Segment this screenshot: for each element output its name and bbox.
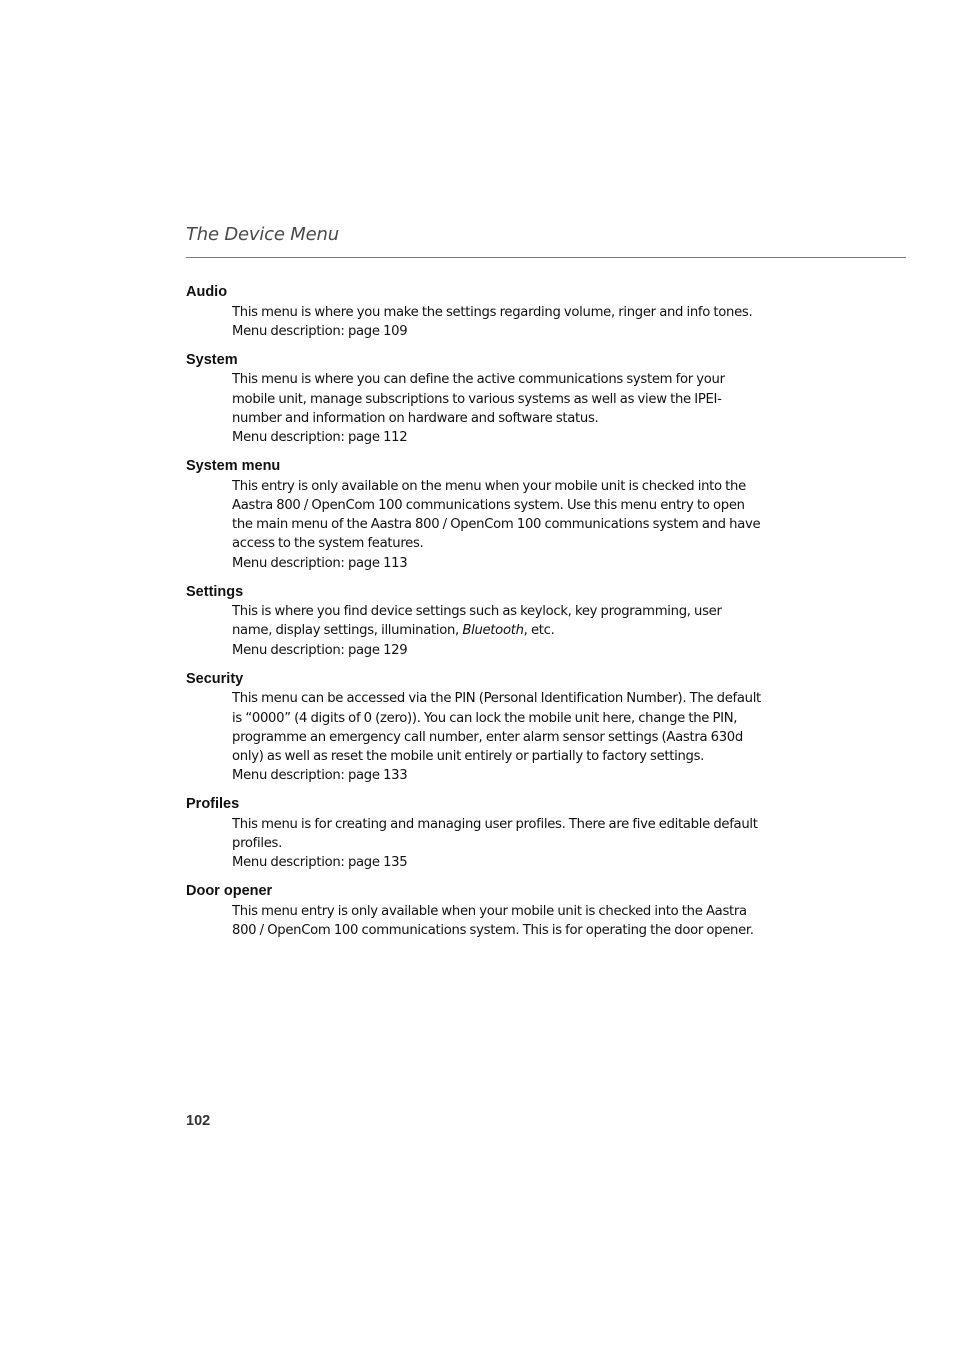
entry-heading: System menu: [186, 458, 281, 475]
entry-heading: Door opener: [186, 883, 273, 900]
menu-entries: [186, 283, 766, 950]
page-title: The Device Menu: [186, 224, 339, 245]
entry-body: [232, 815, 762, 873]
entry-security: [186, 670, 766, 786]
entry-description-text: This is where you find device settings such as keylock, key programming, user name, display settings, illumination,: [232, 604, 722, 639]
page-number: 102: [186, 1113, 211, 1129]
entry-body: [232, 689, 762, 785]
entry-heading: Audio: [186, 284, 228, 300]
entry-system-menu: [186, 457, 766, 573]
entry-description: This menu is where you can define the active communications system for your mobile unit, manage subscriptions to various systems as well as view the IPEI-number and information on hardware and software status.: [232, 372, 725, 426]
entry-description: This entry is only available on the menu when your mobile unit is checked into the Aastra 800 / OpenCom 100 communications system. Use this menu entry to open the main menu of the Aastra 800 / OpenCom 100 communications system and have access to the system features.: [232, 478, 761, 552]
entry-description: This menu is for creating and managing user profiles. There are five editable default profiles.: [232, 816, 758, 852]
menu-description-ref: Menu description: page 133: [232, 768, 408, 784]
entry-body: [232, 477, 762, 573]
entry-description: This menu can be accessed via the PIN (Personal Identification Number). The default is “0000” (4 digits of 0 (zero)). You can lock the mobile unit here, change the PIN, programme an emergency call number, enter alarm sensor settings (Aastra 630d only) as well as reset the mobile unit entirely or partially to factory settings.: [232, 691, 761, 764]
menu-description-ref: Menu description: page 112: [232, 430, 408, 446]
entry-description-italic: Bluetooth: [462, 623, 524, 639]
entry-body: [232, 602, 762, 660]
entry-description: This menu entry is only available when your mobile unit is checked into the Aastra 800 / OpenCom 100 communications system. This is for operating the door opener.: [232, 903, 754, 939]
entry-body: [232, 370, 762, 447]
menu-description-ref: Menu description: page 113: [232, 555, 408, 571]
entry-description: [232, 602, 762, 640]
menu-description-ref: Menu description: page 109: [232, 323, 408, 339]
entry-body: [232, 902, 762, 940]
entry-system: [186, 351, 766, 447]
entry-door-opener: [186, 882, 766, 940]
entry-description: This menu is where you make the settings regarding volume, ringer and info tones.: [232, 304, 753, 320]
menu-description-ref: Menu description: page 135: [232, 855, 408, 871]
entry-heading: Profiles: [186, 796, 240, 813]
entry-profiles: [186, 795, 766, 872]
entry-heading: Settings: [186, 583, 244, 600]
page-header: [186, 222, 906, 258]
entry-settings: [186, 583, 766, 660]
entry-body: [232, 303, 762, 341]
entry-heading: Security: [186, 670, 244, 687]
entry-audio: [186, 283, 766, 341]
menu-description-ref: Menu description: page 129: [232, 642, 408, 658]
entry-description-text: , etc.: [523, 623, 555, 639]
entry-heading: System: [186, 351, 238, 368]
